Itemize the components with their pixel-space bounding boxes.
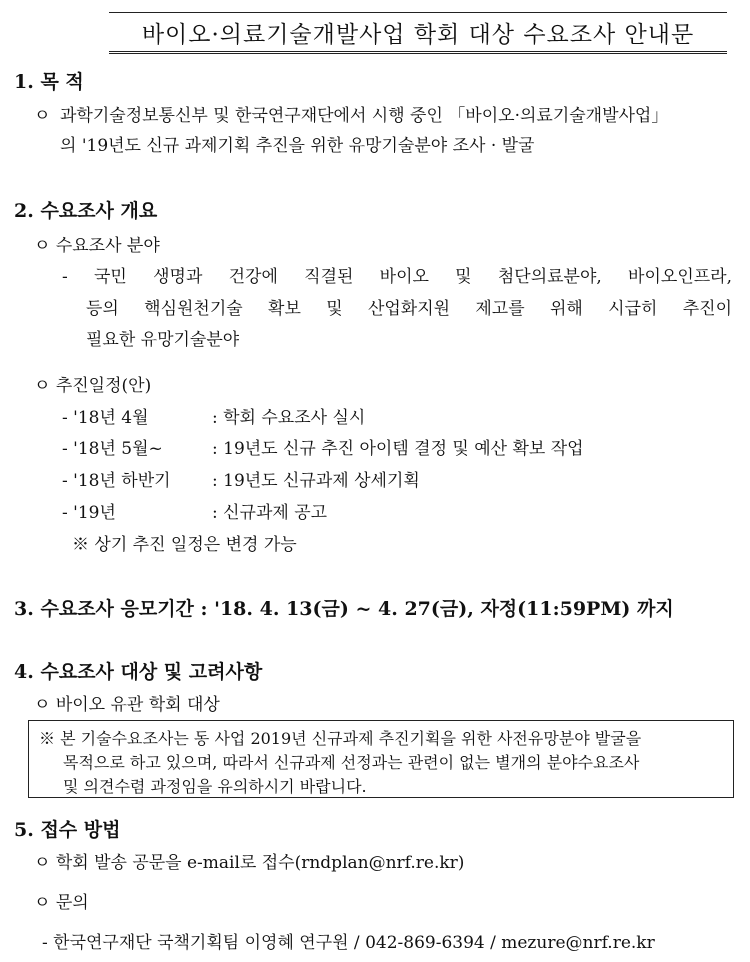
notice-line-3: 및 의견수렴 과정임을 유의하시기 바랍니다. xyxy=(63,777,367,796)
schedule-note: ※ 상기 추진 일정은 변경 가능 xyxy=(72,535,297,555)
schedule-desc-1: : 학회 수요조사 실시 xyxy=(212,408,366,428)
survey-field-line-3: 필요한 유망기술분야 xyxy=(86,330,240,350)
submit-method: ㅇ 학회 발송 공문을 e-mail로 접수(rndplan@nrf.re.kr) xyxy=(34,853,465,873)
notice-line-1: ※ 본 기술수요조사는 동 사업 2019년 신규과제 추진기획을 위한 사전유망분야 발굴을 xyxy=(39,729,642,748)
schedule-desc-3: : 19년도 신규과제 상세기획 xyxy=(212,471,420,491)
section-3-heading: 3. 수요조사 응모기간 : '18. 4. 13(금) ~ 4. 27(금), 자정(11:59PM) 까지 xyxy=(14,598,674,620)
schedule-desc-2: : 19년도 신규 추진 아이템 결정 및 예산 확보 작업 xyxy=(212,439,584,459)
schedule-date-4: - '19년 xyxy=(62,503,116,523)
schedule-date-1: - '18년 4월 xyxy=(62,408,149,428)
inquiry-label: ㅇ 문의 xyxy=(34,893,89,913)
section-1-heading: 1. 목 적 xyxy=(14,71,84,93)
section-1-line-1: 과학기술정보통신부 및 한국연구재단에서 시행 중인 「바이오·의료기술개발사업」 xyxy=(60,106,669,126)
survey-field-label: ㅇ 수요조사 분야 xyxy=(34,236,160,256)
schedule-desc-4: : 신규과제 공고 xyxy=(212,503,328,523)
schedule-date-2: - '18년 5월~ xyxy=(62,439,163,459)
notice-box xyxy=(28,720,734,798)
target-bullet: ㅇ 바이오 유관 학회 대상 xyxy=(34,695,220,715)
document-title-text: 바이오·의료기술개발사업 학회 대상 수요조사 안내문 xyxy=(141,21,695,48)
section-1-bullet: ㅇ xyxy=(34,106,51,126)
section-5-heading: 5. 접수 방법 xyxy=(14,819,121,841)
notice-line-2: 목적으로 하고 있으며, 따라서 신규과제 선정과는 관련이 없는 별개의 분야수요조사 xyxy=(63,753,640,772)
survey-field-line-1: - 국민 생명과 건강에 직결된 바이오 및 첨단의료분야, 바이오인프라, xyxy=(62,267,732,287)
document-title xyxy=(109,12,727,54)
contact-info: - 한국연구재단 국책기획팀 이영혜 연구원 / 042-869-6394 / mezure@nrf.re.kr xyxy=(42,933,655,953)
schedule-date-3: - '18년 하반기 xyxy=(62,471,171,491)
schedule-label: ㅇ 추진일정(안) xyxy=(34,376,152,396)
section-1-line-2: 의 '19년도 신규 과제기획 추진을 위한 유망기술분야 조사 · 발굴 xyxy=(60,136,535,156)
section-2-heading: 2. 수요조사 개요 xyxy=(14,200,158,222)
survey-field-line-2: 등의 핵심원천기술 확보 및 산업화지원 제고를 위해 시급히 추진이 xyxy=(86,299,732,319)
section-4-heading: 4. 수요조사 대상 및 고려사항 xyxy=(14,661,263,683)
